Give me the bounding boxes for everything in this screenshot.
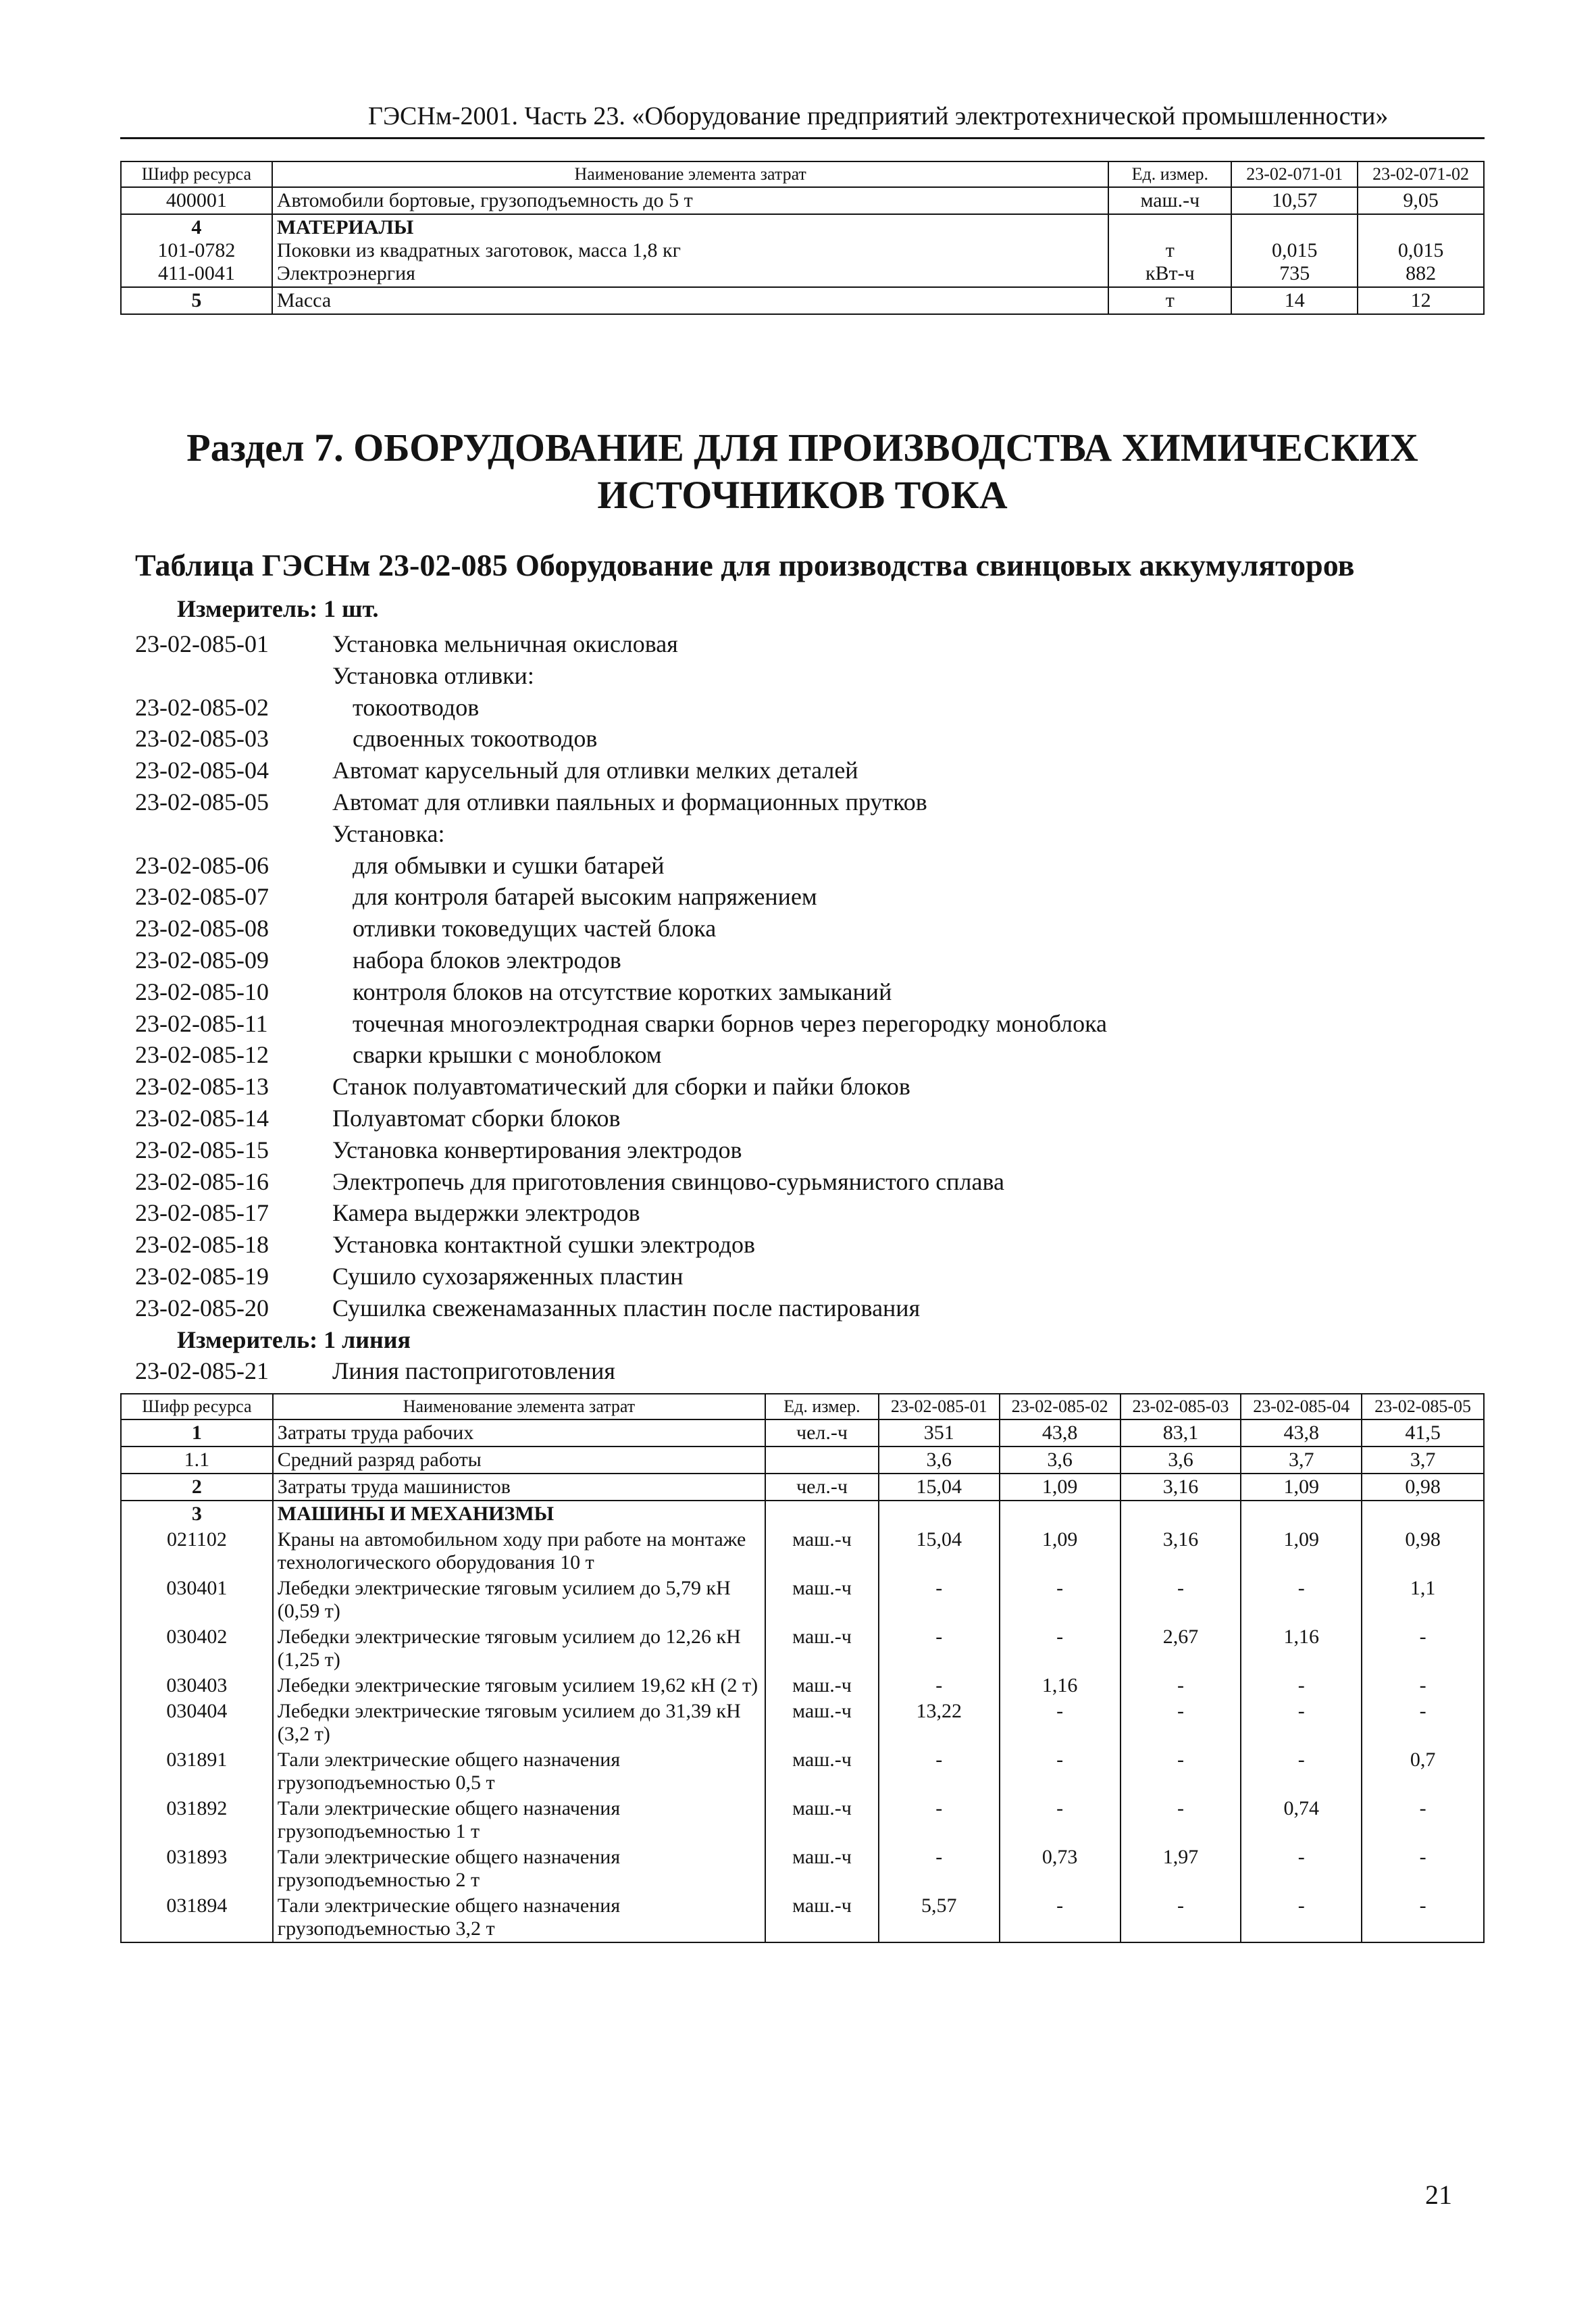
cell-name: Лебедки электрические тяговым усилием до 5,79 кН (0,59 т) xyxy=(273,1576,765,1624)
cell-value: 1,16 xyxy=(1000,1673,1121,1699)
cell-value: 43,8 xyxy=(1000,1419,1121,1447)
cell-name: Тали электрические общего назначения грузоподъемностью 2 т xyxy=(273,1844,765,1893)
cell-name: Лебедки электрические тяговым усилием до 31,39 кН (3,2 т) xyxy=(273,1699,765,1747)
table-row xyxy=(121,1796,1484,1844)
cell-value: 9,05 xyxy=(1358,187,1484,214)
cell-value: 3,16 xyxy=(1121,1527,1241,1576)
cell-value: 2,67 xyxy=(1121,1624,1241,1673)
cell-unit: т xyxy=(1108,287,1231,314)
col-header-071-01: 23-02-071-01 xyxy=(1231,161,1358,187)
cell-unit: маш.-ч xyxy=(765,1796,879,1844)
running-header: ГЭСНм-2001. Часть 23. «Оборудование предприятий электротехнической промышленности» xyxy=(368,102,1389,130)
cell-name: Тали электрические общего назначения грузоподъемностью 3,2 т xyxy=(273,1893,765,1942)
cell-unit xyxy=(765,1501,879,1527)
col-header-code: Шифр ресурса xyxy=(121,1394,273,1419)
cell-value: - xyxy=(1241,1844,1362,1893)
table-row xyxy=(121,187,1484,214)
cell-value: - xyxy=(879,1796,1000,1844)
cell-code: 030403 xyxy=(121,1673,273,1699)
cell-code: 4 101-0782 411-0041 xyxy=(121,214,272,287)
col-header-085-02: 23-02-085-02 xyxy=(1000,1394,1121,1419)
page-number: 21 xyxy=(1425,2180,1452,2210)
cell-value xyxy=(1121,1501,1241,1527)
cell-code: 031891 xyxy=(121,1747,273,1796)
cell-name: Автомобили бортовые, грузоподъемность до 5 т xyxy=(272,187,1109,214)
cell-value: - xyxy=(879,1576,1000,1624)
cell-value: - xyxy=(1000,1624,1121,1673)
cell-value: 12 xyxy=(1358,287,1484,314)
cell-unit: т кВт-ч xyxy=(1108,214,1231,287)
cell-value: - xyxy=(1000,1576,1121,1624)
cell-value: - xyxy=(1121,1699,1241,1747)
table-row xyxy=(121,1527,1484,1576)
col-header-unit: Ед. измер. xyxy=(765,1394,879,1419)
cell-value: - xyxy=(1121,1893,1241,1942)
cell-unit: маш.-ч xyxy=(765,1844,879,1893)
col-header-085-03: 23-02-085-03 xyxy=(1121,1394,1241,1419)
cell-name: Тали электрические общего назначения грузоподъемностью 1 т xyxy=(273,1796,765,1844)
cell-code: 031894 xyxy=(121,1893,273,1942)
cell-unit: маш.-ч xyxy=(1108,187,1231,214)
table-header-row xyxy=(121,161,1484,187)
cell-value: - xyxy=(1121,1796,1241,1844)
cell-code: 400001 xyxy=(121,187,272,214)
cell-value: 1,09 xyxy=(1241,1527,1362,1576)
cell-value: 1,09 xyxy=(1000,1474,1121,1501)
cell-value: 1,97 xyxy=(1121,1844,1241,1893)
cell-value: - xyxy=(1241,1576,1362,1624)
col-header-085-05: 23-02-085-05 xyxy=(1362,1394,1484,1419)
cell-unit: маш.-ч xyxy=(765,1747,879,1796)
cell-code: 030404 xyxy=(121,1699,273,1747)
cell-value: 1,09 xyxy=(1241,1474,1362,1501)
col-header-name: Наименование элемента затрат xyxy=(273,1394,765,1419)
table-title: Таблица ГЭСНм 23-02-085 Оборудование для производства свинцовых аккумуляторов xyxy=(135,548,1355,582)
cell-name: Лебедки электрические тяговым усилием до 12,26 кН (1,25 т) xyxy=(273,1624,765,1673)
cell-value: 0,015 735 xyxy=(1231,214,1358,287)
cell-unit: маш.-ч xyxy=(765,1624,879,1673)
table-row xyxy=(121,1893,1484,1942)
cell-name: Тали электрические общего назначения грузоподъемностью 0,5 т xyxy=(273,1747,765,1796)
table-header-row xyxy=(121,1394,1484,1419)
table-row xyxy=(121,1747,1484,1796)
cell-value: 3,7 xyxy=(1241,1447,1362,1474)
cell-name: Средний разряд работы xyxy=(273,1447,765,1474)
cell-value: 1,1 xyxy=(1362,1576,1484,1624)
cell-code: 3 xyxy=(121,1501,273,1527)
col-header-071-02: 23-02-071-02 xyxy=(1358,161,1484,187)
cell-value: - xyxy=(1121,1576,1241,1624)
header-rule xyxy=(120,137,1485,139)
cell-value: - xyxy=(879,1624,1000,1673)
cell-code: 030401 xyxy=(121,1576,273,1624)
cell-value: - xyxy=(1362,1844,1484,1893)
table-row xyxy=(121,214,1484,287)
cell-code: 030402 xyxy=(121,1624,273,1673)
table-row xyxy=(121,1576,1484,1624)
cell-value: 14 xyxy=(1231,287,1358,314)
cell-code: 031892 xyxy=(121,1796,273,1844)
cell-value: 3,7 xyxy=(1362,1447,1484,1474)
cell-unit: маш.-ч xyxy=(765,1893,879,1942)
cell-name: Затраты труда машинистов xyxy=(273,1474,765,1501)
cell-name: МАШИНЫ И МЕХАНИЗМЫ xyxy=(273,1501,765,1527)
cell-value: - xyxy=(1000,1893,1121,1942)
cell-code: 2 xyxy=(121,1474,273,1501)
cell-value: 15,04 xyxy=(879,1527,1000,1576)
cell-name: Краны на автомобильном ходу при работе на монтаже технологического оборудования 10 т xyxy=(273,1527,765,1576)
cell-value: - xyxy=(1362,1624,1484,1673)
cell-value: 0,015 882 xyxy=(1358,214,1484,287)
cell-value: - xyxy=(1362,1699,1484,1747)
cell-value: 3,16 xyxy=(1121,1474,1241,1501)
cell-value: - xyxy=(879,1747,1000,1796)
cell-value: - xyxy=(1241,1673,1362,1699)
table-row xyxy=(121,1844,1484,1893)
cell-value: 5,57 xyxy=(879,1893,1000,1942)
col-header-085-01: 23-02-085-01 xyxy=(879,1394,1000,1419)
cell-unit xyxy=(765,1447,879,1474)
cell-value: 3,6 xyxy=(1121,1447,1241,1474)
cell-value: 1,16 xyxy=(1241,1624,1362,1673)
cell-value: 0,74 xyxy=(1241,1796,1362,1844)
table-row xyxy=(121,1419,1484,1447)
cell-value: - xyxy=(1362,1893,1484,1942)
table-071 xyxy=(120,161,1485,315)
table-085 xyxy=(120,1393,1485,1943)
table-row xyxy=(121,1474,1484,1501)
cell-name: Лебедки электрические тяговым усилием 19,62 кН (2 т) xyxy=(273,1673,765,1699)
cell-value: 0,73 xyxy=(1000,1844,1121,1893)
cell-code: 1 xyxy=(121,1419,273,1447)
meter-units: Измеритель: 1 шт. xyxy=(177,595,379,622)
col-header-085-04: 23-02-085-04 xyxy=(1241,1394,1362,1419)
col-header-code: Шифр ресурса xyxy=(121,161,272,187)
cell-value: - xyxy=(1121,1747,1241,1796)
cell-unit: чел.-ч xyxy=(765,1419,879,1447)
cell-name: Масса xyxy=(272,287,1109,314)
cell-name: Затраты труда рабочих xyxy=(273,1419,765,1447)
cell-value: - xyxy=(1000,1747,1121,1796)
cell-unit: маш.-ч xyxy=(765,1576,879,1624)
cell-code: 021102 xyxy=(121,1527,273,1576)
table-row xyxy=(121,1501,1484,1527)
cell-code: 031893 xyxy=(121,1844,273,1893)
cell-value: - xyxy=(879,1844,1000,1893)
cell-value: 13,22 xyxy=(879,1699,1000,1747)
cell-value: 1,09 xyxy=(1000,1527,1121,1576)
col-header-name: Наименование элемента затрат xyxy=(272,161,1109,187)
cell-code: 5 xyxy=(121,287,272,314)
cell-value: - xyxy=(1121,1673,1241,1699)
cell-value: 83,1 xyxy=(1121,1419,1241,1447)
cell-value: 3,6 xyxy=(879,1447,1000,1474)
cell-unit: чел.-ч xyxy=(765,1474,879,1501)
cell-value: - xyxy=(879,1673,1000,1699)
cell-value xyxy=(1000,1501,1121,1527)
cell-value: 0,98 xyxy=(1362,1474,1484,1501)
cell-value xyxy=(879,1501,1000,1527)
cell-value: 41,5 xyxy=(1362,1419,1484,1447)
table-row xyxy=(121,1673,1484,1699)
table-row xyxy=(121,1699,1484,1747)
cell-value xyxy=(1241,1501,1362,1527)
cell-value xyxy=(1362,1501,1484,1527)
cell-value: - xyxy=(1000,1796,1121,1844)
table-row xyxy=(121,287,1484,314)
cell-value: 0,98 xyxy=(1362,1527,1484,1576)
cell-code: 1.1 xyxy=(121,1447,273,1474)
table-row xyxy=(121,1624,1484,1673)
cell-unit: маш.-ч xyxy=(765,1699,879,1747)
cell-value: - xyxy=(1362,1673,1484,1699)
col-header-unit: Ед. измер. xyxy=(1108,161,1231,187)
cell-unit: маш.-ч xyxy=(765,1673,879,1699)
cell-value: 0,7 xyxy=(1362,1747,1484,1796)
cell-value: 15,04 xyxy=(879,1474,1000,1501)
cell-value: - xyxy=(1241,1699,1362,1747)
cell-value: - xyxy=(1362,1796,1484,1844)
cell-value: - xyxy=(1000,1699,1121,1747)
section-title: Раздел 7. ОБОРУДОВАНИЕ ДЛЯ ПРОИЗВОДСТВА ХИМИЧЕСКИХ ИСТОЧНИКОВ ТОКА xyxy=(186,426,1418,517)
cell-value: 43,8 xyxy=(1241,1419,1362,1447)
cell-value: - xyxy=(1241,1747,1362,1796)
cell-value: 351 xyxy=(879,1419,1000,1447)
cell-value: 10,57 xyxy=(1231,187,1358,214)
cell-value: 3,6 xyxy=(1000,1447,1121,1474)
cell-value: - xyxy=(1241,1893,1362,1942)
cell-name: МАТЕРИАЛЫ Поковки из квадратных заготовок, масса 1,8 кг Электроэнергия xyxy=(272,214,1109,287)
table-row xyxy=(121,1447,1484,1474)
cell-unit: маш.-ч xyxy=(765,1527,879,1576)
